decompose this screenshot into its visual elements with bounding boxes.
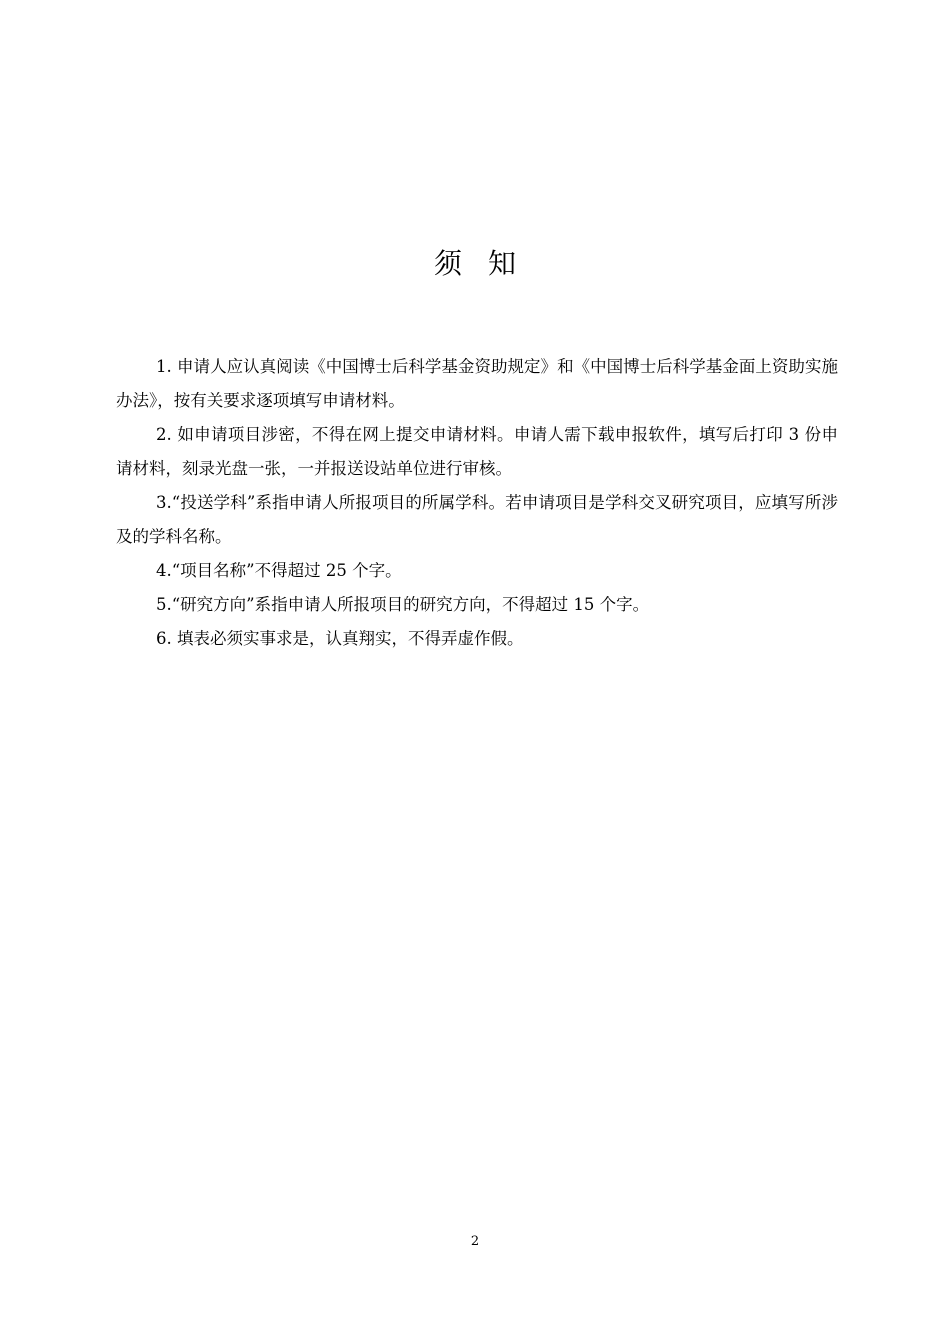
notice-list <box>116 350 838 656</box>
notice-item-2: 2. 如申请项目涉密，不得在网上提交申请材料。申请人需下载申报软件，填写后打印 3 份申请材料，刻录光盘一张，一并报送设站单位进行审核。 <box>116 425 838 478</box>
notice-item-5: 5.“研究方向”系指申请人所报项目的研究方向，不得超过 15 个字。 <box>156 595 650 614</box>
notice-item-4: 4.“项目名称”不得超过 25 个字。 <box>156 561 402 580</box>
notice-item-1: 1. 申请人应认真阅读《中国博士后科学基金资助规定》和《中国博士后科学基金面上资助实施办法》，按有关要求逐项填写申请材料。 <box>116 357 838 410</box>
notice-item-3: 3.“投送学科”系指申请人所报项目的所属学科。若申请项目是学科交叉研究项目，应填写所涉及的学科名称。 <box>116 493 838 546</box>
page-title: 须知 <box>433 247 542 280</box>
page-number: 2 <box>470 1234 480 1249</box>
notice-item-6: 6. 填表必须实事求是，认真翔实，不得弄虚作假。 <box>156 629 524 648</box>
